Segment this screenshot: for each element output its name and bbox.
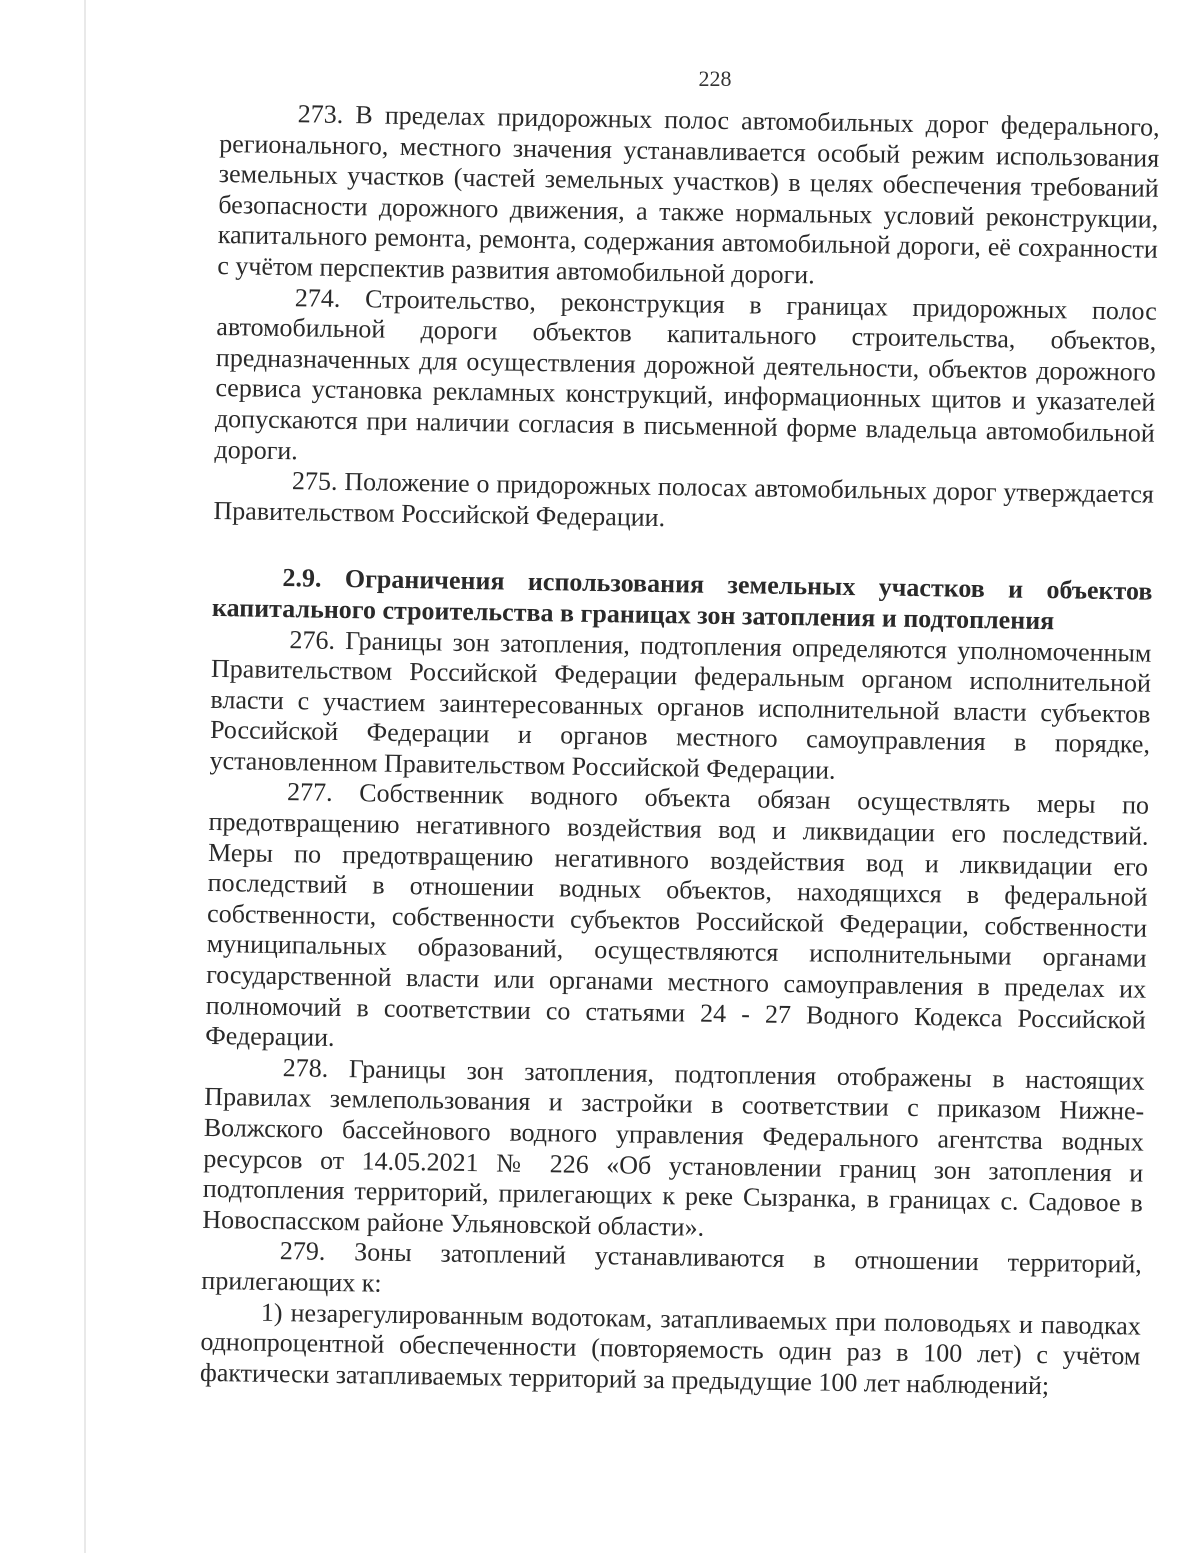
paragraph-278: 278. Границы зон затопления, подтопления отображены в настоящих Правилах землепользования и застройки в соответствии с приказом Нижне-Волжского бассейнового водного управления Федерального агентства водных ресурсов от 14.05.2021 № 226 «Об установлении границ зон затопления и подтопления территорий, прилегающих к реке Сызранка, в границах с. Садовое в Новоспасском районе Ульяновской области». — [202, 1052, 1145, 1242]
paragraph-276: 276. Границы зон затопления, подтопления определяются уполномоченным Правительством Российской Федерации федеральным органом исполнительной власти с участием заинтересованных органов исполнительной власти субъектов Российской Федерации и органов местного самоуправления в порядке, установленном Правительством Российской Федерации. — [209, 624, 1152, 785]
paragraph-273: 273. В пределах придорожных полос автомобильных дорог федерального, регионального, местного значения устанавливается особый режим использования земельных участков (частей земельных участков) в целях обеспечения требований безопасности дорожного движения, а также нормальных условий реконструкции, капитального ремонта, ремонта, содержания автомобильной дороги, её сохранности с учётом перспектив развития автомобильной дороги. — [217, 99, 1160, 290]
paragraph-275: 275. Положение о придорожных полосах автомобильных дорог утверждается Правительством Российской Федерации. — [213, 466, 1155, 532]
list-item-1: 1) незарегулированным водотокам, затапливаемых при половодьях и паводках однопроцентной обеспеченности (повторяемость один раз в 100 лет) с учётом фактически затапливаемых территорий за предыдущие 100 лет наблюдений; — [199, 1297, 1142, 1400]
paragraph-277: 277. Собственник водного объекта обязан осуществлять меры по предотвращению негативного воздействия вод и ликвидации его последствий. Меры по предотвращению негативного воздействия вод и ликвидации его последствий в отношении водных объектов, находящихся в федеральной собственности, собственности субъектов Российской Федерации, собственности муниципальных образований, осуществляются исполнительными органами государственной власти или органами местного самоуправления в пределах их полномочий в соответствии со статьями 24 - 27 Водного Кодекса Российской Федерации. — [205, 777, 1150, 1053]
page-number: 228 — [698, 66, 732, 91]
paragraph-274: 274. Строительство, реконструкция в границах придорожных полос автомобильной дороги объектов капитального строительства, объектов, предназначенных для осуществления дорожной деятельности, объектов дорожного сервиса установка рекламных конструкций, информационных щитов и указателей допускаются при наличии согласия в письменной форме владельца автомобильной дороги. — [214, 282, 1158, 465]
scan-edge — [84, 0, 86, 1553]
section-heading: 2.9. Ограничения использования земельных участков и объектов капитального строительства в границах зон затопления и подтопления — [211, 563, 1153, 636]
paragraph-279: 279. Зоны затоплений устанавливаются в отношении территорий, прилегающих к: — [201, 1236, 1143, 1298]
document-body — [200, 98, 1160, 1403]
